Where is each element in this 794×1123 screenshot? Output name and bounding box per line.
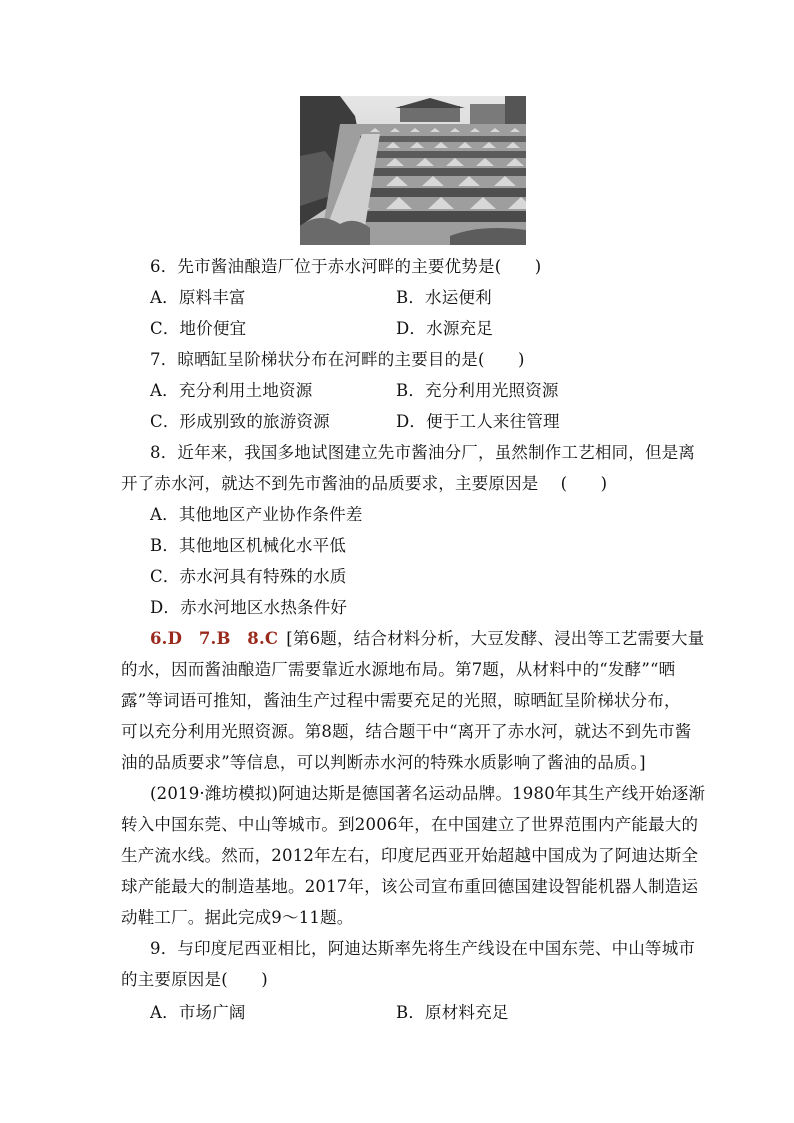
q7-option-d: D．便于工人来往管理 [396,412,560,431]
answer-explanation-line-2: 的水，因而酱油酿造厂需要靠近水源地布局。第7题，从材料中的“发酵”“晒 [121,660,676,679]
material-line-1: (2019·潍坊模拟)阿迪达斯是德国著名运动品牌。1980年其生产线开始逐渐 [150,784,706,803]
question-8-stem-line-1: 8．近年来，我国多地试图建立先市酱油分厂，虽然制作工艺相同，但是离 [150,443,696,462]
q8-option-b: B．其他地区机械化水平低 [150,536,347,555]
q9-option-b: B．原材料充足 [396,1003,509,1022]
question-9-stem-line-2: 的主要原因是( ) [121,970,268,989]
q8-option-c: C．赤水河具有特殊的水质 [150,567,347,586]
drying-jars-illustration [300,96,526,245]
question-9-stem-line-1: 9．与印度尼西亚相比，阿迪达斯率先将生产线设在中国东莞、中山等城市 [150,939,696,958]
q6-option-a: A．原料丰富 [150,288,246,307]
answer-explanation-line-4: 可以充分利用光照资源。第8题，结合题干中“离开了赤水河，就达不到先市酱 [121,722,692,741]
material-line-2: 转入中国东莞、中山等城市。到2006年，在中国建立了世界范围内产能最大的 [121,815,699,834]
q6-option-c: C．地价便宜 [150,319,247,338]
q8-option-d: D．赤水河地区水热条件好 [150,598,348,617]
answer-explanation-line-3: 露”等词语可推知，酱油生产过程中需要充足的光照，晾晒缸呈阶梯状分布， [121,691,681,710]
question-7-stem: 7．晾晒缸呈阶梯状分布在河畔的主要目的是( ) [150,350,525,369]
answer-explanation-line-1: [第6题，结合材料分析，大豆发酵、浸出等工艺需要大量 [286,629,705,648]
q6-option-b: B．水运便利 [396,288,492,307]
q6-option-d: D．水源充足 [396,319,493,338]
question-6-stem: 6．先市酱油酿造厂位于赤水河畔的主要优势是( ) [150,257,542,276]
answer-key: 6.D 7.B 8.C [150,629,279,648]
answer-explanation-line-5: 油的品质要求”等信息，可以判断赤水河的特殊水质影响了酱油的品质。] [121,753,646,772]
q7-option-b: B．充分利用光照资源 [396,381,559,400]
material-line-4: 球产能最大的制造基地。2017年，该公司宣布重回德国建设智能机器人制造运 [121,877,699,896]
answer-first-line [150,628,704,650]
q7-option-a: A．充分利用土地资源 [150,381,313,400]
q8-option-a: A．其他地区产业协作条件差 [150,505,363,524]
q7-option-c: C．形成别致的旅游资源 [150,412,330,431]
soy-sauce-drying-jars-photo [300,96,526,245]
question-8-stem-line-2: 开了赤水河，就达不到先市酱油的品质要求，主要原因是 ( ) [121,474,608,493]
material-line-3: 生产流水线。然而，2012年左右，印度尼西亚开始超越中国成为了阿迪达斯全 [121,846,699,865]
material-line-5: 动鞋工厂。据此完成9～11题。 [121,908,354,927]
q9-option-a: A．市场广阔 [150,1003,246,1022]
